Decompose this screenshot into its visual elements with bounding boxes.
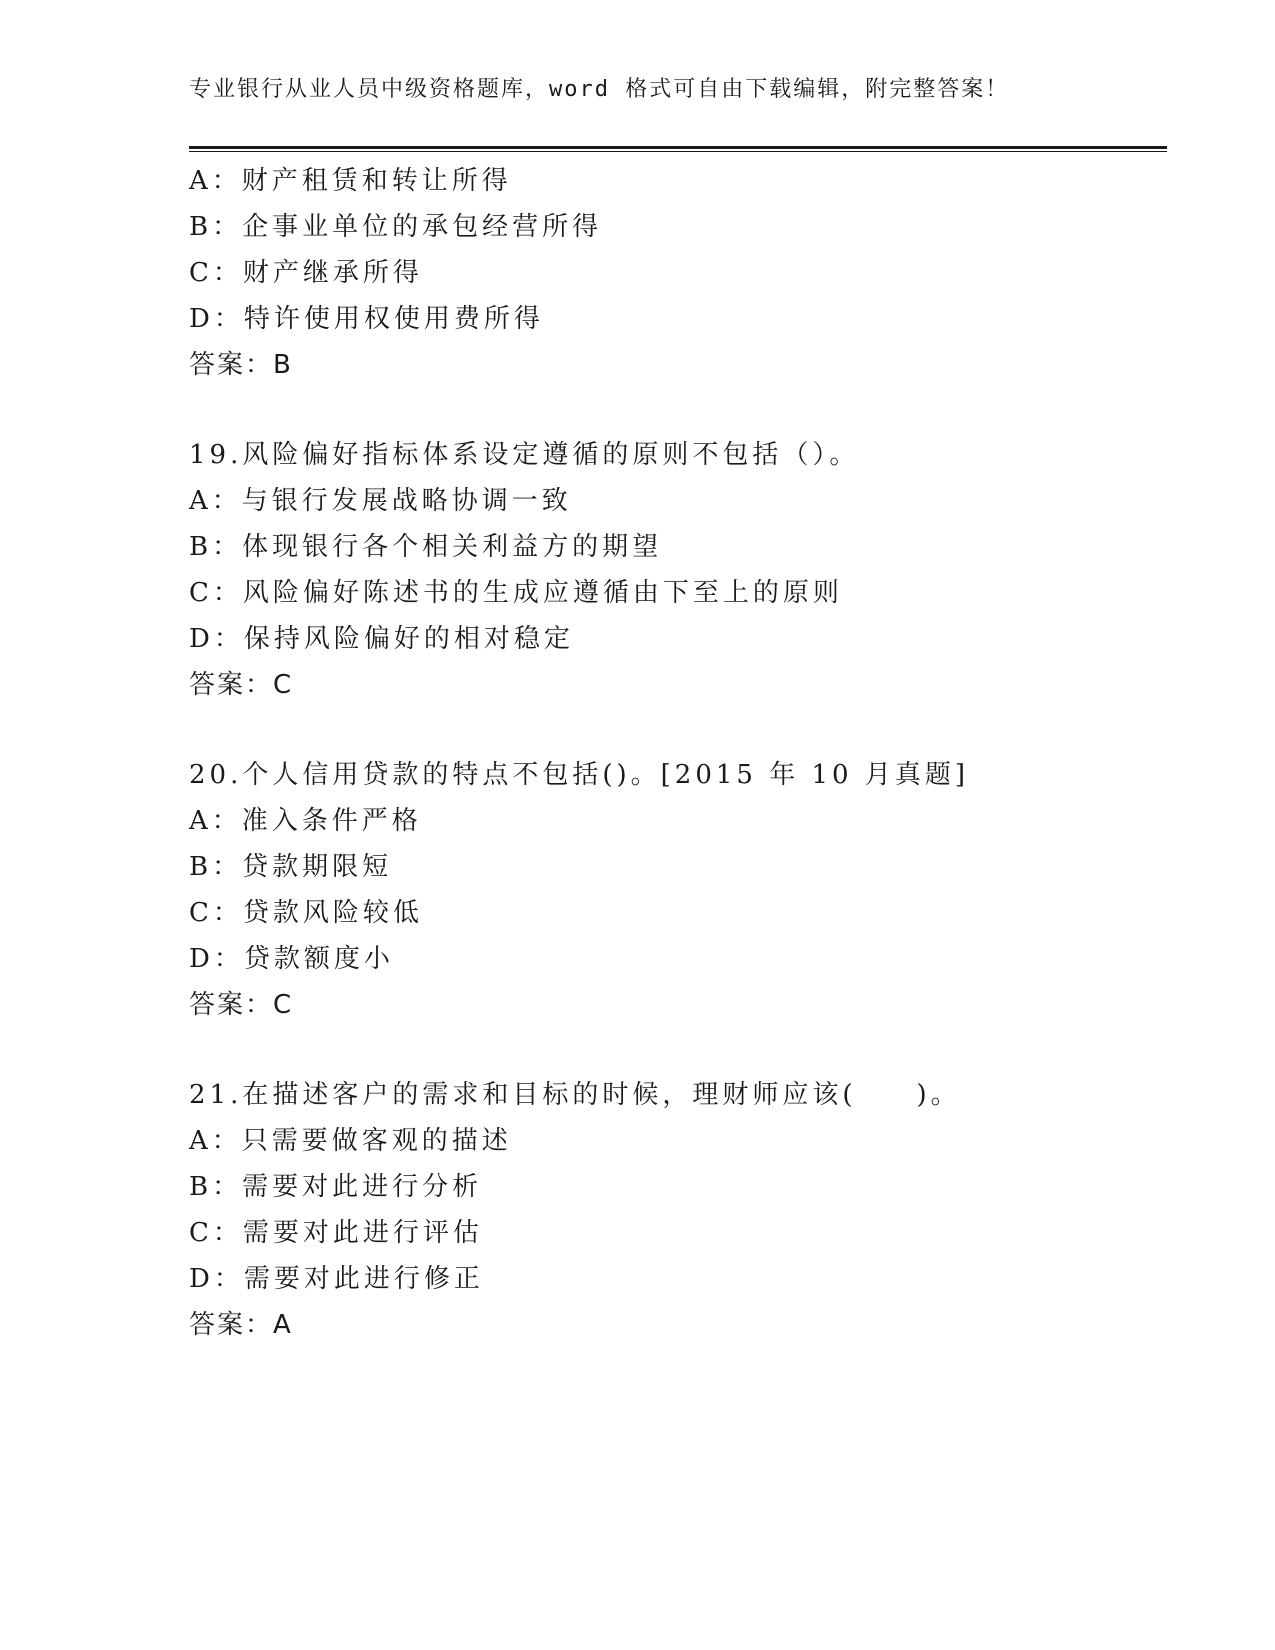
answer-line: 答案：A [189, 1310, 293, 1340]
spacer [189, 708, 1167, 752]
question-text: 21.在描述客户的需求和目标的时候，理财师应该( )。 [189, 1080, 961, 1110]
question-text: 19.风险偏好指标体系设定遵循的原则不包括（）。 [189, 440, 860, 470]
option-a: A：只需要做客观的描述 [189, 1126, 512, 1156]
spacer [189, 1028, 1167, 1072]
header-rule-thin [189, 151, 1167, 152]
option-d: D：保持风险偏好的相对稳定 [189, 624, 574, 654]
answer-line: 答案：C [189, 990, 294, 1020]
option-a: A：与银行发展战略协调一致 [189, 486, 572, 516]
question-block [189, 432, 1167, 708]
answer-line: 答案：C [189, 670, 294, 700]
question-text: 20.个人信用贷款的特点不包括()。[2015 年 10 月真题] [189, 760, 969, 790]
option-d: D：需要对此进行修正 [189, 1264, 484, 1294]
question-block [189, 1072, 1167, 1348]
option-c: C：需要对此进行评估 [189, 1218, 483, 1248]
option-a: A：准入条件严格 [189, 806, 422, 836]
question-block [189, 752, 1167, 1028]
option-c: C：风险偏好陈述书的生成应遵循由下至上的原则 [189, 578, 843, 608]
option-d: D：贷款额度小 [189, 944, 394, 974]
option-c: C：贷款风险较低 [189, 898, 423, 928]
spacer [189, 388, 1167, 432]
answer-line: 答案：B [189, 350, 293, 380]
option-b: B：需要对此进行分析 [189, 1172, 483, 1202]
option-b: B：企事业单位的承包经营所得 [189, 212, 603, 242]
question-block [189, 158, 1167, 388]
option-a: A：财产租赁和转让所得 [189, 166, 512, 196]
question-list [189, 158, 1167, 1348]
option-c: C：财产继承所得 [189, 258, 423, 288]
page-header: 专业银行从业人员中级资格题库，word 格式可自由下载编辑，附完整答案！ [189, 77, 1010, 102]
option-b: B：贷款期限短 [189, 852, 393, 882]
option-b: B：体现银行各个相关利益方的期望 [189, 532, 663, 562]
header-rule-thick [189, 146, 1167, 149]
option-d: D：特许使用权使用费所得 [189, 304, 544, 334]
